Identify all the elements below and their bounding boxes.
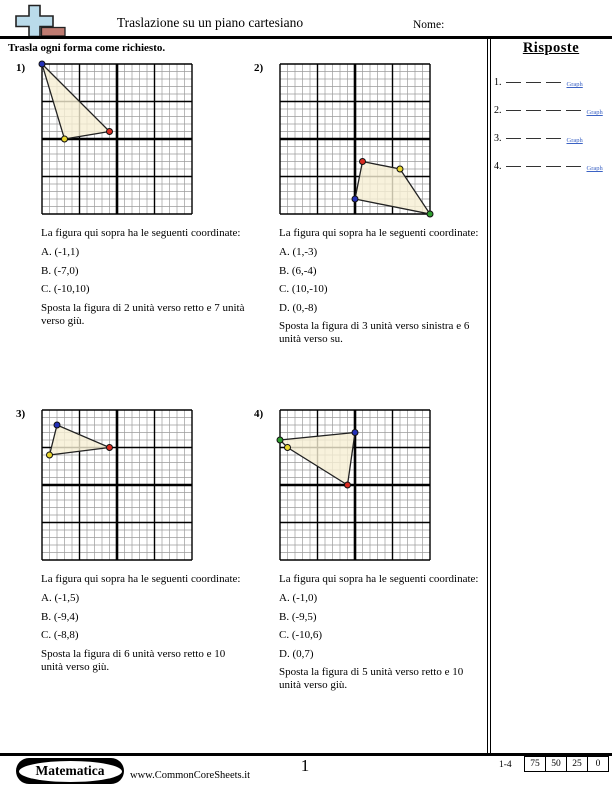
problem-number: 2) [254, 62, 264, 74]
coordinate-c: C. (-8,8) [41, 629, 79, 642]
worksheet-instruction: Trasla ogni forma come richiesto. [8, 42, 166, 54]
page-title: Traslazione su un piano cartesiano [116, 15, 304, 30]
answer-blanks [506, 70, 566, 88]
problem-intro: La figura qui sopra ha le seguenti coordinate: [279, 227, 479, 239]
answer-number: 3. [494, 133, 502, 144]
problem-instruction: Sposta la figura di 5 unità verso retto e 10 unità verso giù. [279, 666, 464, 692]
coordinate-grid [41, 409, 193, 561]
graph-link[interactable]: Graph [566, 81, 583, 88]
answer-blank [546, 156, 561, 167]
problem-intro: La figura qui sopra ha le seguenti coordinate: [41, 227, 241, 239]
subject-badge [16, 758, 124, 784]
problem-1 [16, 58, 248, 328]
coordinate-grid [279, 63, 431, 215]
coordinate-c: C. (-10,10) [41, 283, 90, 296]
header-rule [0, 36, 612, 39]
answer-blanks [506, 98, 586, 116]
graph-link[interactable]: Graph [586, 109, 603, 116]
subject-badge-label: Matematica [19, 761, 122, 782]
page-number: 1 [300, 756, 310, 775]
answer-blank [546, 100, 561, 111]
name-label: Nome: [413, 19, 445, 31]
coordinate-a: A. (-1,0) [279, 592, 318, 605]
coordinate-b: B. (6,-4) [279, 264, 317, 277]
score-cell: 0 [588, 756, 609, 772]
problem-number: 3) [16, 408, 26, 420]
problem-text [279, 227, 485, 347]
answer-blank [526, 100, 541, 111]
answer-blank [526, 72, 541, 83]
answer-number: 1. [494, 77, 502, 88]
answer-blank [506, 128, 521, 139]
problem-4 [254, 404, 486, 693]
problem-intro: La figura qui sopra ha le seguenti coordinate: [41, 573, 241, 585]
graph-link[interactable]: Graph [586, 165, 603, 172]
coordinate-a: A. (-1,5) [41, 592, 80, 605]
score-cell: 25 [567, 756, 588, 772]
answer-blank [546, 72, 561, 83]
answer-blank [506, 156, 521, 167]
graph-link[interactable]: Graph [566, 137, 583, 144]
answer-blank [506, 72, 521, 83]
answer-blank [566, 156, 581, 167]
score-table [524, 756, 609, 772]
answer-number: 2. [494, 105, 502, 116]
coordinate-b: B. (-7,0) [41, 264, 79, 277]
answer-blank [566, 100, 581, 111]
problem-text [41, 227, 247, 328]
problem-number: 1) [16, 62, 26, 74]
coordinate-grid [279, 409, 431, 561]
answer-blanks [506, 126, 566, 144]
problem-text [41, 573, 247, 674]
answer-blank [526, 156, 541, 167]
coordinate-c: C. (-10,6) [279, 629, 323, 642]
answer-row-1 [494, 70, 610, 88]
website-link[interactable]: www.CommonCoreSheets.it [130, 770, 251, 781]
score-range-label: 1-4 [499, 760, 512, 770]
coordinate-c: C. (10,-10) [279, 283, 328, 296]
problem-instruction: Sposta la figura di 2 unità verso retto e 7 unità verso giù. [41, 301, 245, 328]
answer-blank [526, 128, 541, 139]
coordinate-a: A. (-1,1) [41, 246, 80, 259]
answer-number: 4. [494, 161, 502, 172]
answers-title: Risposte [522, 40, 580, 56]
problem-intro: La figura qui sopra ha le seguenti coordinate: [279, 573, 479, 585]
problem-instruction: Sposta la figura di 3 unità verso sinistra e 6 unità verso su. [279, 320, 470, 346]
problem-3 [16, 404, 248, 674]
problem-number: 4) [254, 408, 264, 420]
score-cell: 75 [524, 756, 546, 772]
answer-row-4 [494, 154, 610, 172]
coordinate-d: D. (0,-8) [279, 301, 318, 314]
problem-2 [254, 58, 486, 347]
coordinate-a: A. (1,-3) [279, 246, 318, 259]
problem-text [279, 573, 485, 693]
sidebar-separator [487, 39, 491, 753]
answer-row-2 [494, 98, 610, 116]
coordinate-b: B. (-9,5) [279, 610, 317, 623]
answer-blank [546, 128, 561, 139]
answer-blank [506, 100, 521, 111]
coordinate-b: B. (-9,4) [41, 610, 79, 623]
answer-blanks [506, 154, 586, 172]
coordinate-d: D. (0,7) [279, 647, 314, 660]
answer-row-3 [494, 126, 610, 144]
problem-instruction: Sposta la figura di 6 unità verso retto e 10 unità verso giù. [41, 647, 226, 674]
coordinate-grid [41, 63, 193, 215]
score-cell: 50 [546, 756, 567, 772]
